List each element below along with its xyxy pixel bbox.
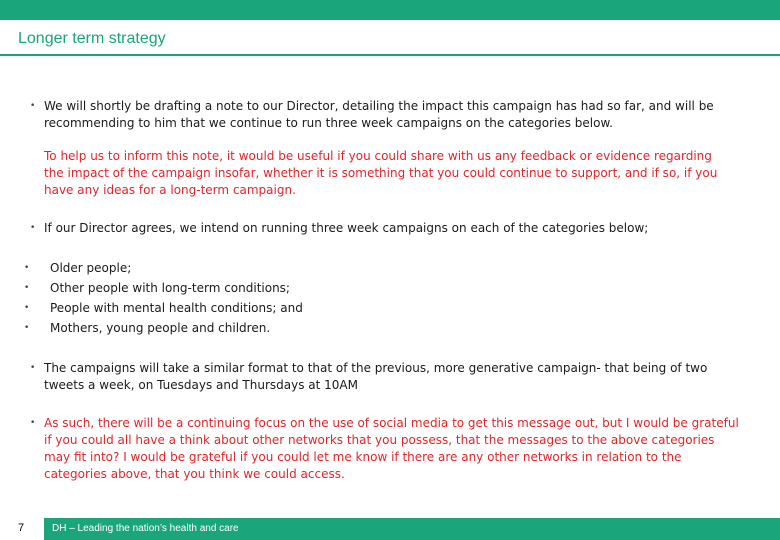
bullet-text: The campaigns will take a similar format to that of the previous, more generative campaign- that being of two tweets a week, on Tuesdays and Thursdays at 10AM [44, 361, 708, 392]
bullet-icon: • [24, 323, 30, 333]
bullet-text: We will shortly be drafting a note to our Director, detailing the impact this campaign has had so far, and will be recommending to him that we continue to run three week campaigns on the categories below. [44, 99, 714, 130]
page-number-box [0, 518, 44, 540]
bullet-text: If our Director agrees, we intend on running three week campaigns on each of the categories below; [44, 221, 649, 235]
category-label: People with mental health conditions; and [50, 301, 303, 315]
category-label: Other people with long-term conditions; [50, 281, 290, 295]
category-label: Older people; [50, 261, 132, 275]
page-number: 7 [18, 522, 25, 534]
bullet-icon: • [24, 303, 30, 313]
bullet-icon: • [30, 101, 36, 111]
slide-footer [0, 518, 780, 540]
slide-title: Longer term strategy [18, 30, 166, 47]
bullet-icon: • [24, 263, 30, 273]
bullet-text: As such, there will be a continuing focus on the use of social media to get this message out, but I would be grateful if you could all have a think about other networks that you possess, that the messages to the above categories may fit into? I would be grateful if you could let me know if there are any other networks in relation to the categories above, that you think we could access. [44, 416, 739, 481]
feedback-request-note: To help us to inform this note, it would be useful if you could share with us any feedback or evidence regarding the impact of the campaign insofar, whether it is something that you could continue to support, and if so, if you have any ideas for a long-term campaign. [44, 149, 718, 197]
slide-header [0, 20, 780, 56]
footer-tagline: DH – Leading the nation’s health and care [52, 523, 239, 534]
category-label: Mothers, young people and children. [50, 321, 271, 335]
title-divider [0, 54, 780, 56]
bullet-icon: • [30, 223, 36, 233]
bullet-icon: • [30, 418, 36, 428]
bullet-icon: • [24, 283, 30, 293]
top-accent-bar [0, 0, 780, 20]
bullet-icon: • [30, 363, 36, 373]
